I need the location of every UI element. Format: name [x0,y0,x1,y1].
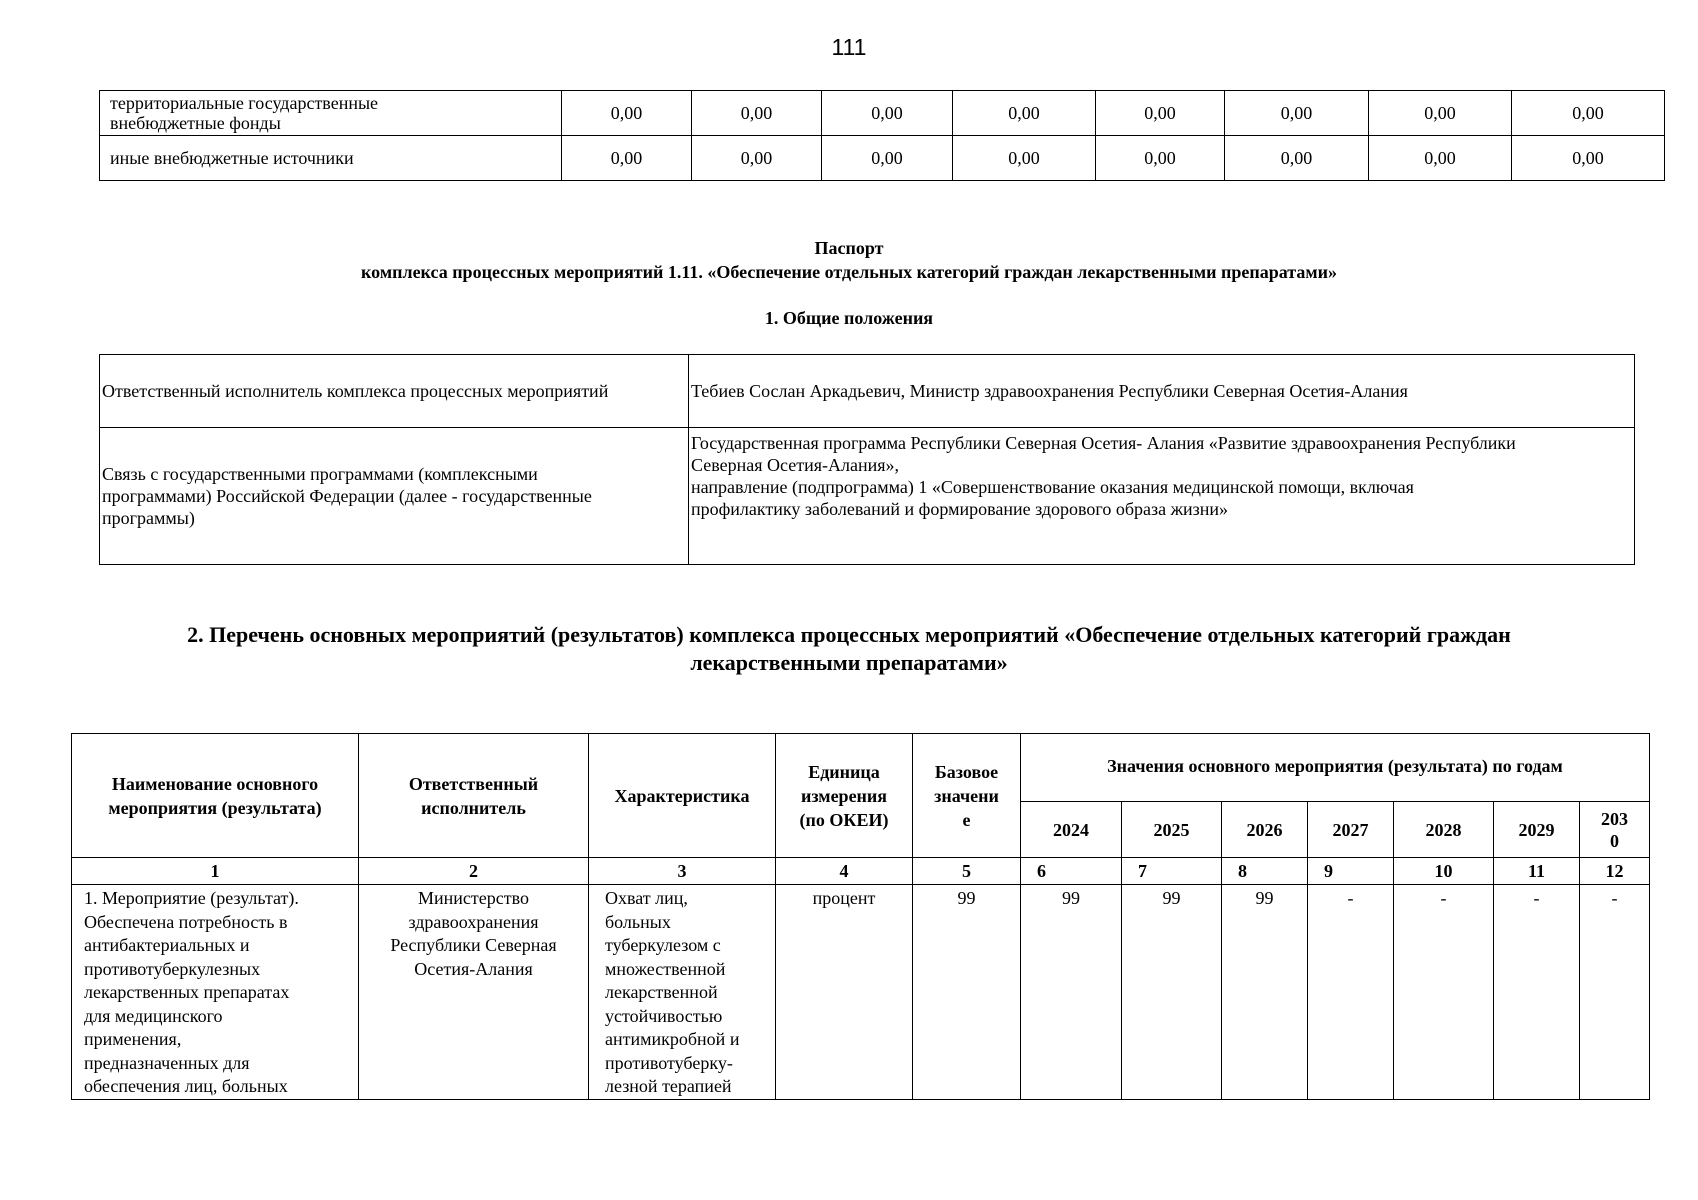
provision-row [100,428,1635,565]
column-number: 6 [1021,858,1122,885]
activity-base: 99 [913,885,1021,1100]
provision-label: Ответственный исполнитель комплекса процессных мероприятий [100,355,689,428]
header-base [913,734,1021,858]
header-line: исполнитель [421,797,526,818]
cell-line: Министерство [418,888,529,908]
header-line: измерения [800,785,888,806]
header-line: Базовое [934,761,999,782]
cell-line: Охват лиц, [605,888,688,908]
funding-value: 0,00 [1225,136,1369,181]
activity-year-value: 99 [1222,885,1308,1100]
label-line: внебюджетные фонды [110,113,281,133]
funding-table [99,90,1665,181]
value-line: профилактику заболеваний и формирование здорового образа жизни» [691,499,1229,519]
funding-row-label [100,136,562,181]
cell-line: обеспечения лиц, больных [84,1076,288,1096]
header-row [72,734,1650,802]
label-line: программы) [102,508,195,528]
cell-line: применения, [84,1029,182,1049]
column-number: 12 [1580,858,1650,885]
funding-value: 0,00 [692,91,822,136]
label-line: иные внебюджетные источники [110,148,354,168]
value-line: направление (подпрограмма) 1 «Совершенствование оказания медицинской помощи, включая [691,477,1414,497]
header-line: Единица [808,761,880,782]
section1-title: 1. Общие положения [764,308,934,328]
header-line: мероприятия (результата) [108,797,322,818]
activity-unit: процент [776,885,913,1100]
funding-value: 0,00 [1096,136,1225,181]
label-line: программами) Российской Федерации (далее - государственные [102,486,592,506]
value-line: Государственная программа Республики Северная Осетия- Алания «Развитие здравоохранения Республики [691,433,1516,453]
cell-line: антимикробной и [605,1029,740,1049]
column-number: 2 [359,858,589,885]
provision-value: Тебиев Сослан Аркадьевич, Министр здравоохранения Республики Северная Осетия-Алания [689,355,1635,428]
header-characteristic: Характеристика [589,734,776,858]
header-year: 2026 [1222,802,1308,858]
provision-row [100,355,1635,428]
cell-line: здравоохранения [408,911,539,932]
header-year: 2029 [1494,802,1580,858]
value-line: Северная Осетия-Алания», [691,455,899,475]
column-number: 1 [72,858,359,885]
funding-value: 0,00 [562,91,692,136]
column-number: 3 [589,858,776,885]
header-name [72,734,359,858]
section2-title [0,621,1698,677]
funding-value: 0,00 [1512,136,1665,181]
general-provisions-table [99,354,1635,565]
funding-value: 0,00 [1512,91,1665,136]
header-line: 203 [1601,808,1628,829]
activity-name [72,885,359,1100]
column-number: 11 [1494,858,1580,885]
passport-title: Паспорт [814,238,884,258]
column-number: 5 [913,858,1021,885]
header-year: 2025 [1122,802,1222,858]
cell-line: противотуберку- [605,1052,733,1073]
header-line: е [962,809,971,830]
funding-value: 0,00 [562,136,692,181]
funding-value: 0,00 [1096,91,1225,136]
cell-line: предназначенных для [84,1052,250,1073]
header-line: 0 [1610,830,1619,851]
funding-row [100,136,1665,181]
cell-line: противотуберкулезных [84,958,261,979]
page-number: 111 [831,34,867,60]
header-line: (по ОКЕИ) [799,809,889,830]
section2-title-line: лекарственными препаратами» [690,650,1008,675]
funding-row-label [100,91,562,136]
cell-line: множественной [605,958,726,979]
header-years-group: Значения основного мероприятия (результата) по годам [1021,734,1650,802]
column-number: 10 [1394,858,1494,885]
header-unit [776,734,913,858]
cell-line: Осетия-Алания [414,958,533,979]
table-row [72,885,1650,1100]
label-line: территориальные государственные [110,93,379,113]
funding-value: 0,00 [1225,91,1369,136]
cell-line: устойчивостью [605,1005,723,1026]
header-year: 2024 [1021,802,1122,858]
activity-year-value: 99 [1122,885,1222,1100]
funding-value: 0,00 [822,91,953,136]
provision-value [689,428,1635,565]
cell-line: лекарственной [605,982,718,1002]
label-line: Связь с государственными программами (комплексными [102,464,538,484]
activities-table [71,733,1650,1100]
header-line: Ответственный [408,773,539,794]
column-number: 9 [1308,858,1394,885]
activity-year-value: 99 [1021,885,1122,1100]
header-line: значени [934,785,999,806]
activity-year-value: - [1394,885,1494,1100]
activity-year-value: - [1308,885,1394,1100]
column-number: 7 [1122,858,1222,885]
header-year [1580,802,1650,858]
funding-value: 0,00 [1369,91,1512,136]
cell-line: больных [605,911,671,932]
funding-value: 0,00 [1369,136,1512,181]
cell-line: Республики Северная [390,935,557,955]
funding-value: 0,00 [953,91,1096,136]
header-year: 2027 [1308,802,1394,858]
header-line: Наименование основного [111,773,319,794]
cell-line: лезной терапией [605,1076,732,1096]
funding-value: 0,00 [692,136,822,181]
funding-value: 0,00 [822,136,953,181]
cell-line: туберкулезом с [605,935,721,955]
column-number: 4 [776,858,913,885]
activity-year-value: - [1580,885,1650,1100]
passport-subtitle: комплекса процессных мероприятий 1.11. «Обеспечение отдельных категорий граждан лекарственными препаратами» [361,262,1337,282]
funding-value: 0,00 [953,136,1096,181]
header-year: 2028 [1394,802,1494,858]
activity-executor [359,885,589,1100]
funding-row [100,91,1665,136]
section2-title-line: 2. Перечень основных мероприятий (результатов) комплекса процессных мероприятий «Обеспечение отдельных категорий граждан [187,622,1511,647]
cell-line: 1. Мероприятие (результат). [84,888,299,908]
header-executor [359,734,589,858]
cell-line: лекарственных препаратах [84,982,290,1002]
cell-line: антибактериальных и [84,935,250,955]
activity-year-value: - [1494,885,1580,1100]
cell-line: Обеспечена потребность в [84,911,288,932]
activity-characteristic [589,885,776,1100]
column-number-row [72,858,1650,885]
column-number: 8 [1222,858,1308,885]
cell-line: для медицинского [84,1005,223,1026]
provision-label [100,428,689,565]
